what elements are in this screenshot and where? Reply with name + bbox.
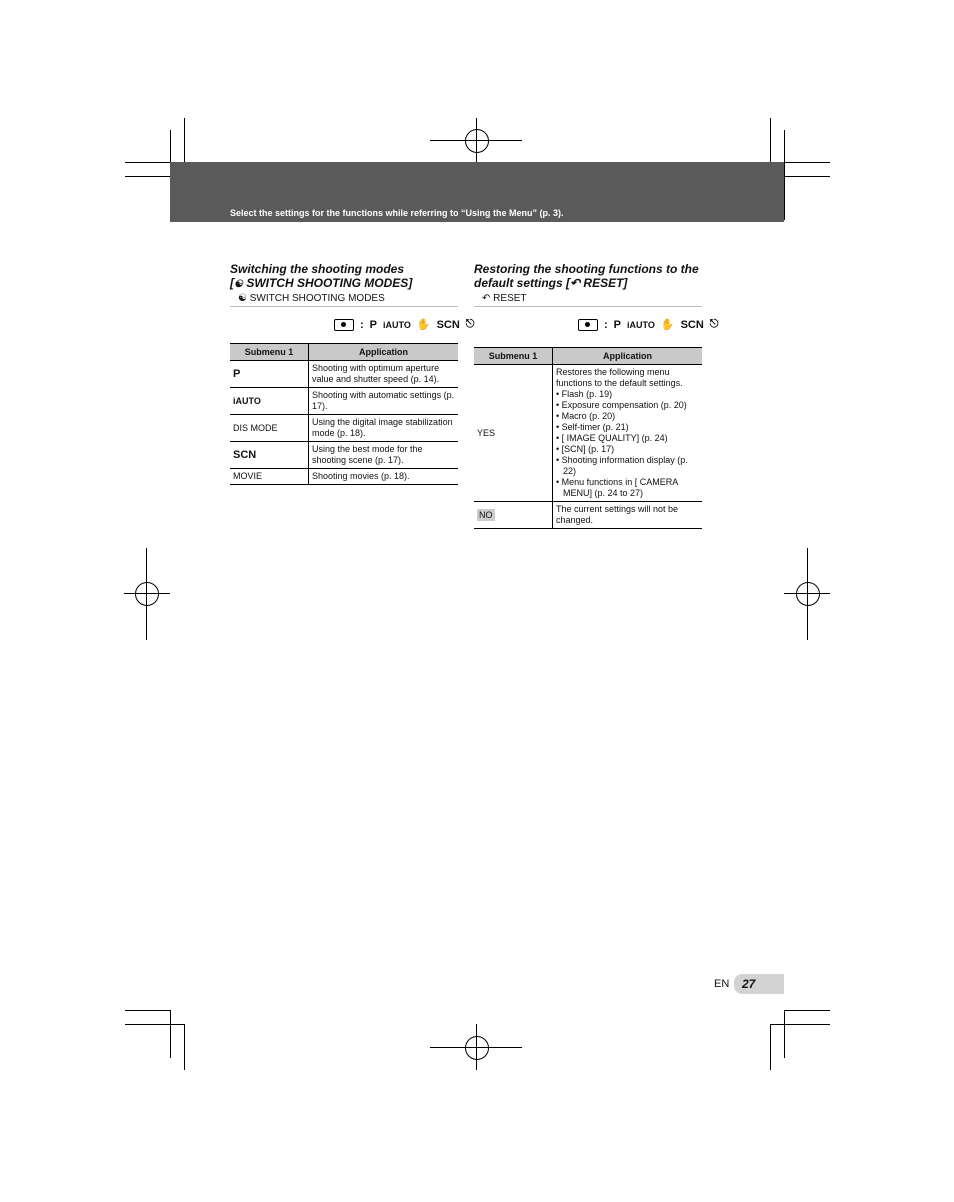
right-title-line2-end: RESET] bbox=[580, 276, 628, 290]
table-header-application: Application bbox=[553, 348, 703, 365]
submenu-cell: MOVIE bbox=[230, 469, 309, 485]
switch-modes-icon: ☯ bbox=[234, 279, 243, 290]
application-cell: Shooting movies (p. 18). bbox=[309, 469, 459, 485]
table-header-submenu: Submenu 1 bbox=[474, 348, 553, 365]
table-row bbox=[230, 388, 458, 415]
switch-modes-icon: ☯ bbox=[238, 293, 247, 304]
application-cell: Shooting with optimum aperture value and shutter speed (p. 14). bbox=[309, 361, 459, 388]
application-cell: The current settings will not be changed. bbox=[553, 502, 703, 529]
list-item: • [SCN] (p. 17) bbox=[556, 444, 699, 455]
submenu-cell-no bbox=[474, 502, 553, 529]
table-row bbox=[230, 442, 458, 469]
left-mode-row: : P iAUTO ✋ SCN ⎋ bbox=[334, 318, 475, 331]
table-row bbox=[230, 361, 458, 388]
application-cell: Using the digital image stabilization mode (p. 18). bbox=[309, 415, 459, 442]
dis-mode-icon: ✋ bbox=[660, 319, 675, 331]
crop-mark bbox=[125, 1010, 170, 1011]
right-menu-table bbox=[474, 347, 702, 529]
table-row bbox=[230, 469, 458, 485]
table-row bbox=[474, 365, 702, 502]
crop-mark bbox=[784, 162, 830, 163]
right-subtitle bbox=[474, 293, 702, 307]
reset-icon: ↶ bbox=[570, 276, 581, 290]
left-title-line1: Switching the shooting modes bbox=[230, 262, 404, 276]
list-item: • Self-timer (p. 21) bbox=[556, 422, 699, 433]
mode-scn: SCN bbox=[680, 318, 704, 331]
yes-intro: Restores the following menu functions to the default settings. bbox=[556, 367, 683, 388]
table-row bbox=[230, 415, 458, 442]
crop-mark bbox=[784, 1010, 785, 1058]
submenu-cell: P bbox=[230, 361, 309, 388]
movie-icon: ⎋ bbox=[465, 318, 475, 330]
crop-mark bbox=[784, 130, 785, 220]
submenu-cell: iAUTO bbox=[230, 388, 309, 415]
list-item: • Flash (p. 19) bbox=[556, 389, 699, 400]
mode-iauto: iAUTO bbox=[383, 319, 411, 330]
camera-icon bbox=[578, 319, 598, 331]
no-label: NO bbox=[479, 509, 493, 520]
list-item: • Macro (p. 20) bbox=[556, 411, 699, 422]
table-header-application: Application bbox=[309, 344, 459, 361]
crop-mark bbox=[125, 162, 170, 163]
crop-mark bbox=[784, 1010, 830, 1011]
right-title-line2: default settings [ bbox=[474, 276, 571, 290]
dis-mode-icon: ✋ bbox=[416, 319, 431, 331]
camera-icon bbox=[334, 319, 354, 331]
table-row bbox=[474, 502, 702, 529]
left-subtitle bbox=[230, 293, 458, 307]
list-item: • Shooting information display (p. 22) bbox=[556, 455, 699, 477]
left-title-line2-wrap: [☯ SWITCH SHOOTING MODES] bbox=[230, 276, 413, 290]
table-header-submenu: Submenu 1 bbox=[230, 344, 309, 361]
header-instruction: Select the settings for the functions while referring to “Using the Menu” (p. 3). bbox=[230, 208, 564, 218]
submenu-cell: SCN bbox=[230, 442, 309, 469]
list-item: • [ IMAGE QUALITY] (p. 24) bbox=[556, 433, 699, 444]
page-number: 27 bbox=[734, 974, 784, 994]
right-mode-row: : P iAUTO ✋ SCN ⎋ bbox=[578, 318, 719, 331]
right-title-line2-wrap bbox=[474, 276, 704, 290]
registration-mark bbox=[135, 582, 159, 606]
application-cell bbox=[553, 365, 703, 502]
right-subtitle-text: RESET bbox=[493, 293, 527, 304]
crop-mark bbox=[170, 1010, 171, 1058]
right-section-title bbox=[474, 262, 704, 290]
mode-p: P bbox=[369, 318, 378, 331]
mode-iauto: iAUTO bbox=[627, 319, 655, 330]
language-label: EN bbox=[714, 978, 730, 990]
submenu-cell-yes: YES bbox=[474, 365, 553, 502]
movie-icon: ⎋ bbox=[709, 318, 719, 330]
reset-icon: ↶ bbox=[482, 293, 491, 304]
crop-mark bbox=[125, 1024, 184, 1025]
registration-mark bbox=[465, 1036, 489, 1060]
application-cell: Using the best mode for the shooting scene (p. 17). bbox=[309, 442, 459, 469]
crop-mark bbox=[770, 1024, 771, 1070]
registration-mark bbox=[796, 582, 820, 606]
crop-mark bbox=[184, 1024, 185, 1070]
crop-mark bbox=[770, 1024, 830, 1025]
list-item: • Exposure compensation (p. 20) bbox=[556, 400, 699, 411]
right-title-line1: Restoring the shooting functions to the bbox=[474, 262, 699, 276]
application-cell: Shooting with automatic settings (p. 17). bbox=[309, 388, 459, 415]
mode-scn: SCN bbox=[436, 318, 460, 331]
left-section-title bbox=[230, 262, 458, 292]
mode-p: P bbox=[613, 318, 622, 331]
registration-mark bbox=[465, 129, 489, 153]
left-menu-table bbox=[230, 343, 458, 485]
submenu-cell: DIS MODE bbox=[230, 415, 309, 442]
left-title-line2: SWITCH SHOOTING MODES] bbox=[246, 276, 413, 290]
left-subtitle-text: SWITCH SHOOTING MODES bbox=[249, 293, 385, 304]
reset-item-list bbox=[556, 389, 699, 499]
list-item: • Menu functions in [ CAMERA MENU] (p. 24 to 27) bbox=[556, 477, 699, 499]
